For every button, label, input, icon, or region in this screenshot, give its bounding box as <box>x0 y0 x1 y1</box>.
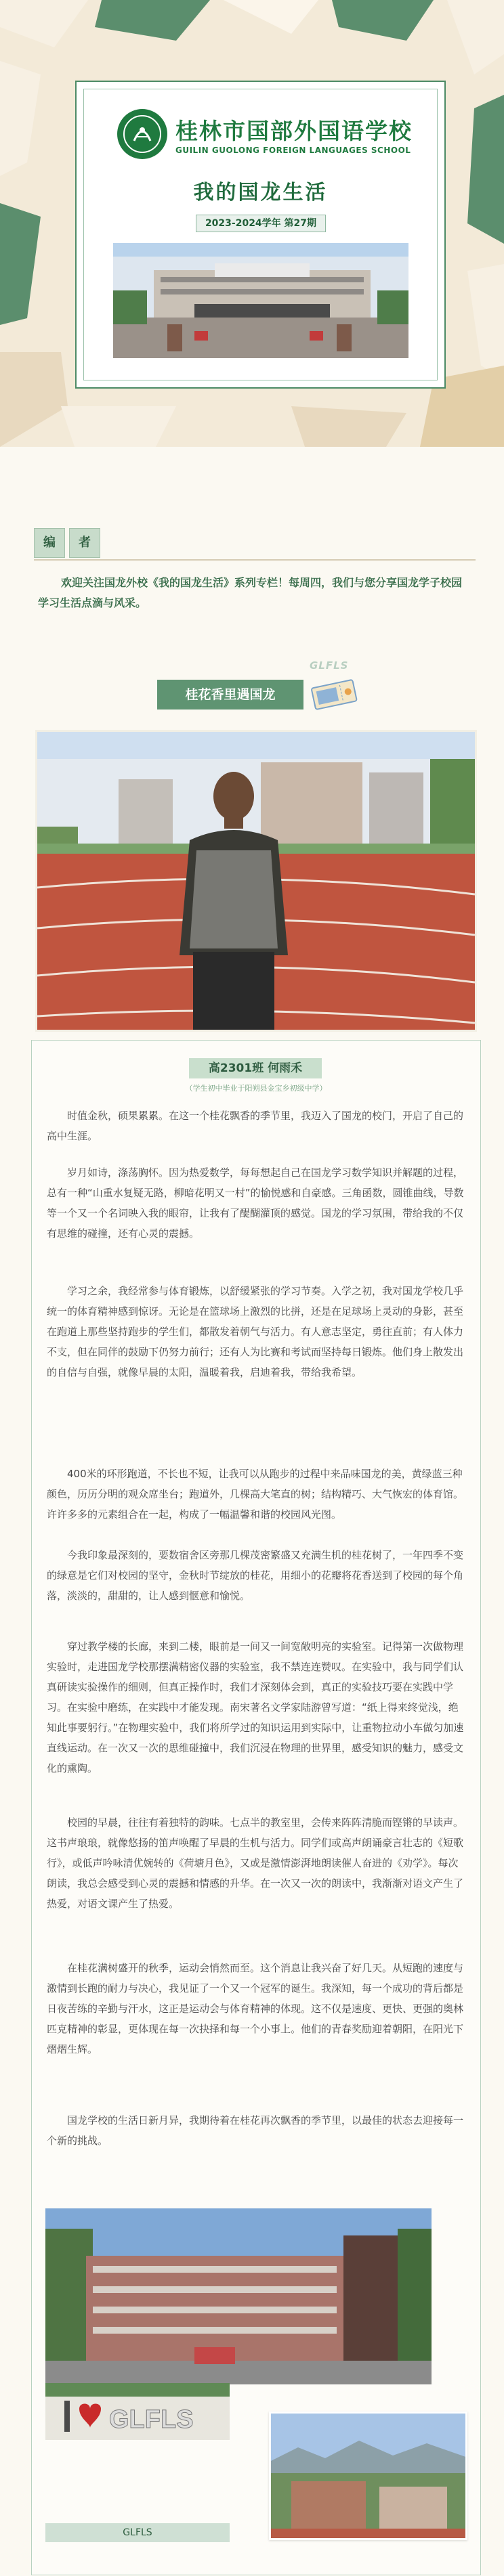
article-paragraph: 学习之余，我经常参与体育锻炼，以舒缓紧张的学习节奏。入学之初，我对国龙学校几乎统一的体育精神感到惊讶。无论是在篮球场上激烈的比拼，还是在足球场上灵动的身影，甚至在跑道上那些坚持跑步的学生们，都散发着朝气与活力。有人意志坚定，勇往直前；有人体力不支，但在同伴的鼓励下仍努力前行；还有人为比赛和考试而坚持每日锻炼。他们身上散发出的自信与自强，就像早晨的太阳，温暖着我，启迪着我，带给我希望。 <box>47 1285 464 1378</box>
student-portrait-photo <box>35 730 477 1032</box>
editor-label-1: 编 <box>34 528 65 558</box>
photo-collage <box>45 2208 468 2560</box>
article-paragraph: 国龙学校的生活日新月异，我期待着在桂花再次飘香的季节里，以最佳的状态去迎接每一个新的挑战。 <box>47 2114 464 2147</box>
school-logo-row <box>117 109 413 159</box>
editor-intro-text: 欢迎关注国龙外校《我的国龙生活》系列专栏！每周四，我们与您分享国龙学子校园学习生活点滴与风采。 <box>38 576 463 609</box>
campus-aerial-photo <box>269 2411 467 2540</box>
editor-divider <box>34 559 476 561</box>
school-name-en: GUILIN GUOLONG FOREIGN LANGUAGES SCHOOL <box>175 145 411 155</box>
cover-card <box>75 81 446 389</box>
glfls-watermark: GLFLS <box>310 659 349 672</box>
editor-label-2: 者 <box>69 528 100 558</box>
campus-building-photo <box>45 2208 432 2384</box>
article-paragraph: 今我印象最深刻的，要数宿舍区旁那几棵茂密繁盛又充满生机的桂花树了，一年四季不变的绿意是它们对校园的坚守，金秋时节绽放的桂花，用细小的花瓣将花香送到了校园的每个角落，淡淡的，甜甜的，让人感到惬意和愉悦。 <box>47 1549 464 1602</box>
section-tag: 桂花香里遇国龙 <box>157 680 303 710</box>
article-paragraph: 校园的早晨，往往有着独特的韵味。七点半的教室里，会传来阵阵清脆而铿锵的早读声。这书声琅琅，就像悠扬的笛声唤醒了早晨的生机与活力。同学们或高声朗诵豪言壮志的《短歌行》，或低声吟咏清优婉转的《荷塘月色》，又或是激情澎湃地朗读催人奋进的《劝学》。每次朗读，我总会感受到心灵的震撼和情感的升华。在一次又一次的朗读中，我渐渐对语文产生了热爱，对语文课产生了热爱。 <box>47 1816 464 1910</box>
article-box <box>31 1040 481 2575</box>
article-paragraph: 400米的环形跑道，不长也不短，让我可以从跑步的过程中来品味国龙的美，黄绿蓝三种颜色，历历分明的观众席坐台；跑道外，几棵高大笔直的树；结构精巧、大气恢宏的体育馆。许许多多的元素组合在一起，构成了一幅温馨和谐的校园风光图。 <box>47 1468 464 1521</box>
publication-title: 我的国龙生活 <box>193 181 328 204</box>
svg-text:GLFLS: GLFLS <box>109 2405 194 2434</box>
school-emblem-icon <box>117 109 167 159</box>
article-paragraph: 岁月如诗，涤荡胸怀。因为热爱数学，每每想起自己在国龙学习数学知识并解题的过程，总有一种“山重水复疑无路，柳暗花明又一村”的愉悦感和自豪感。三角函数，圆锥曲线，导数等一个又一个名词映入我的眼帘，让我有了醍醐灌顶的感觉。国龙的学习氛围，带给我的不仅有思维的碰撞，还有心灵的震撼。 <box>47 1166 464 1240</box>
article-paragraph: 在桂花满树盛开的秋季，运动会悄然而至。这个消息让我兴奋了好几天。从短跑的速度与激情到长跑的耐力与决心，我见证了一个又一个冠军的诞生。我深知，每一个成功的背后都是日夜苦练的辛勤与汗水，这正是运动会与体育精神的体现。这不仅是速度、更快、更强的奥林匹克精神的彰显，更体现在每一次抉择和每一个小事上。他们的青春奖励迎着朝阳，在阳光下熠熠生辉。 <box>47 1962 464 2055</box>
school-name-cn: 桂林市国部外国语学校 <box>175 117 413 144</box>
issue-label: 2023-2024学年 第27期 <box>196 215 326 232</box>
author-note: （学生初中毕业于阳朔县金宝乡初级中学） <box>185 1084 327 1093</box>
ticket-icon <box>309 677 359 711</box>
author-byline: 高2301班 何雨禾 <box>189 1058 322 1078</box>
i-love-glfls-sign <box>45 2383 230 2440</box>
article-paragraph: 穿过教学楼的长廊，来到二楼，眼前是一间又一间宽敞明亮的实验室。记得第一次做物理实验时，走进国龙学校那摆满精密仪器的实验室，我不禁连连赞叹。在实验中，我与同学们认真研读实验操作的细则，但真正操作时，我们才深刻体会到，真正的实验技巧要在实践中学习。在实验中磨练，在实践中才能发现。南宋著名文学家陆游曾写道：“纸上得来终觉浅，绝知此事要躬行。”在物理实验中，我们将所学过的知识运用到实际中，让重物拉动小车做匀加速直线运动。在一次又一次的思维碰撞中，我们沉浸在物理的世界里，感受知识的魅力，感受文化的熏陶。 <box>47 1640 464 1774</box>
header-banner <box>0 0 504 447</box>
article-paragraph: 时值金秋，硕果累累。在这一个桂花飘香的季节里，我迈入了国龙的校门，开启了自己的高中生涯。 <box>47 1110 464 1142</box>
school-gate-photo <box>113 243 408 358</box>
photo-caption: GLFLS <box>45 2523 230 2542</box>
